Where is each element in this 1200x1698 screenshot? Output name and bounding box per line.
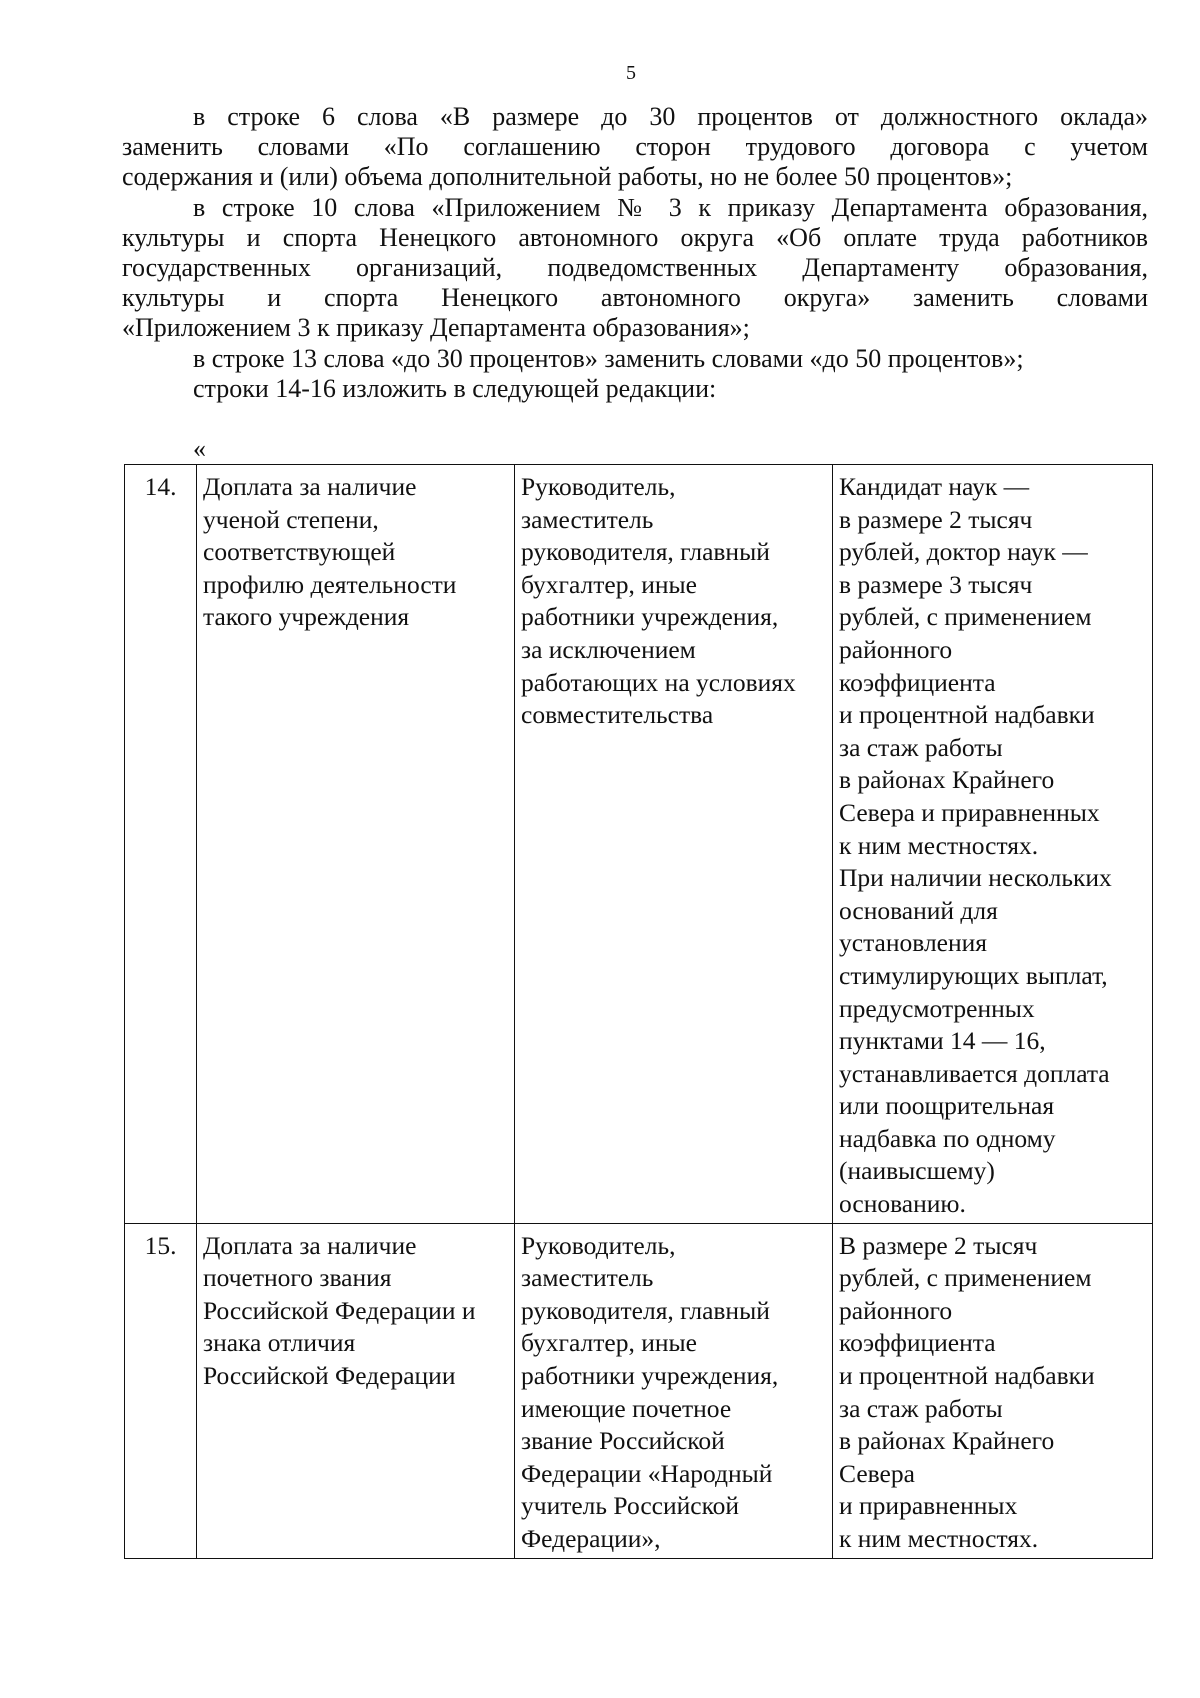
page-number: 5 [626, 62, 636, 84]
table-row [125, 465, 1153, 1224]
payment-type-cell: Доплата за наличие почетного звания Российской Федерации и знака отличия Российской Федерации [197, 1223, 515, 1558]
table-row [125, 1223, 1153, 1558]
paragraph-line: заменить словами «По соглашению сторон трудового договора с учетом [122, 132, 1148, 161]
paragraph-line: содержания и (или) объема дополнительной работы, но не более 50 процентов»; [122, 162, 1013, 191]
amount-cell: В размере 2 тысяч рублей, с применением районного коэффициента и процентной надбавки за стаж работы в районах Крайнего Севера и приравненных к ним местностях. [833, 1223, 1153, 1558]
paragraph-line: в строке 10 слова «Приложением № 3 к приказу Департамента образования, [193, 193, 1148, 222]
paragraph-line: культуры и спорта Ненецкого автономного округа «Об оплате труда работников [122, 223, 1148, 252]
row-number: 14. [125, 465, 197, 1224]
paragraph-line: строки 14-16 изложить в следующей редакции: [193, 374, 717, 403]
row-number: 15. [125, 1223, 197, 1558]
paragraph-line: в строке 13 слова «до 30 процентов» заменить словами «до 50 процентов»; [193, 344, 1024, 373]
paragraph-line: культуры и спорта Ненецкого автономного округа» заменить словами [122, 283, 1148, 312]
recipients-cell: Руководитель, заместитель руководителя, главный бухгалтер, иные работники учреждения, имеющие почетное звание Российской Федерации «Народный учитель Российской Федерации», [515, 1223, 833, 1558]
amount-cell: Кандидат наук — в размере 2 тысяч рублей, доктор наук — в размере 3 тысяч рублей, с применением районного коэффициента и процентной надбавки за стаж работы в районах Крайнего Севера и приравненных к ним местностях. При наличии нескольких оснований для установления стимулирующих выплат, предусмотренных пунктами 14 — 16, устанавливается доплата или поощрительная надбавка по одному (наивысшему) основанию. [833, 465, 1153, 1224]
paragraph-line: в строке 6 слова «В размере до 30 процентов от должностного оклада» [193, 102, 1148, 131]
payment-type-cell: Доплата за наличие ученой степени, соответствующей профилю деятельности такого учреждения [197, 465, 515, 1224]
opening-quote-mark: « [193, 434, 206, 463]
amendment-table [124, 464, 1153, 1559]
paragraph-line: «Приложением 3 к приказу Департамента образования»; [122, 313, 750, 342]
recipients-cell: Руководитель, заместитель руководителя, главный бухгалтер, иные работники учреждения, за исключением работающих на условиях совместительства [515, 465, 833, 1224]
paragraph-line: государственных организаций, подведомственных Департаменту образования, [122, 253, 1148, 282]
